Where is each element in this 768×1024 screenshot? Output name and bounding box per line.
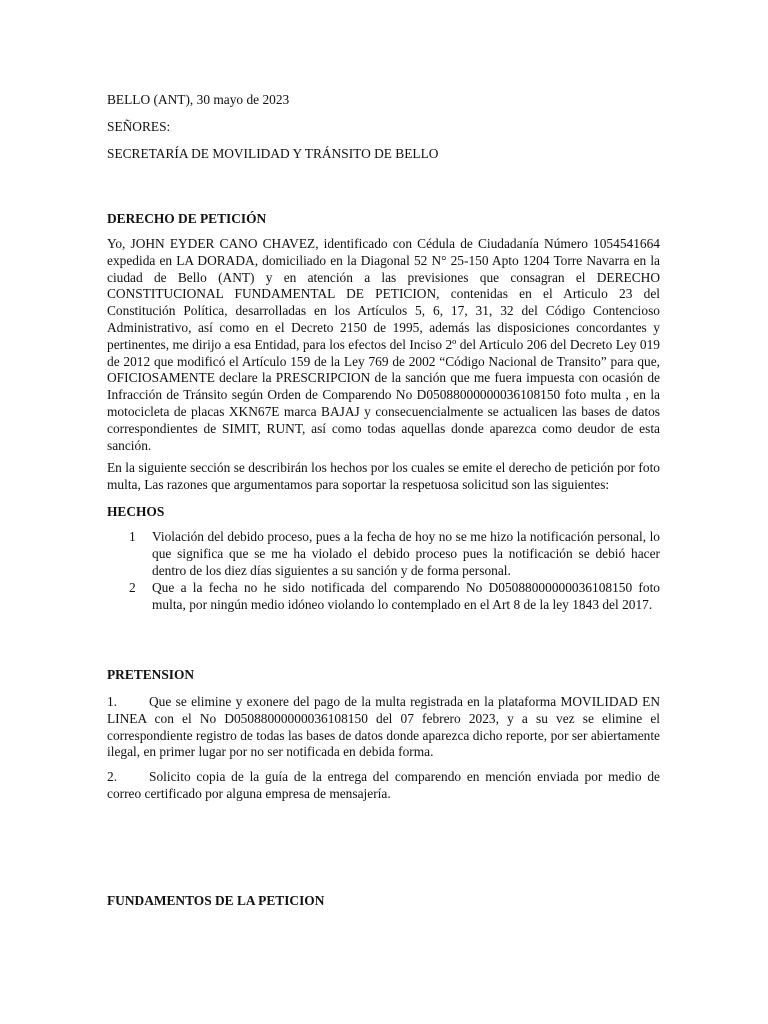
claim-text: Que se elimine y exonere del pago de la multa registrada en la plataforma MOVILIDAD EN LINEA con el No D05088000000036108150 del 07 febrero 2023, y a su vez se elimine el correspondiente registro de todas las bases de datos donde aparezca dicho reporte, por ser abiertamente ilegal, en primer lugar por no ser notificada en debida forma. [107, 694, 660, 760]
section-title-fundamentos: FUNDAMENTOS DE LA PETICION [107, 893, 325, 908]
fact-number: 2 [129, 580, 136, 595]
addressee: SECRETARÍA DE MOVILIDAD Y TRÁNSITO DE BELLO [107, 146, 439, 161]
salutation: SEÑORES: [107, 119, 171, 134]
facts-intro: En la siguiente sección se describirán los hechos por los cuales se emite el derecho de petición por foto multa, Las razones que argumentamos para soportar la respetuosa solicitud son las siguientes: [107, 460, 660, 492]
claim-number: 1. [107, 694, 118, 709]
section-title-pretension: PRETENSION [107, 667, 195, 682]
claim-item-1 [107, 694, 660, 761]
claim-text: Solicito copia de la guía de la entrega del comparendo en mención enviada por medio de correo certificado por alguna empresa de mensajería. [107, 769, 660, 801]
fact-number: 1 [129, 529, 136, 544]
place-date: BELLO (ANT), 30 mayo de 2023 [107, 92, 290, 107]
claim-number: 2. [107, 769, 118, 784]
fact-text: Que a la fecha no he sido notificada del comparendo No D05088000000036108150 foto multa, por ningún medio idóneo violando lo contemplado en el Art 8 de la ley 1843 del 2017. [152, 580, 660, 612]
section-title-derecho: DERECHO DE PETICIÓN [107, 211, 267, 226]
fact-text: Violación del debido proceso, pues a la fecha de hoy no se me hizo la notificación personal, lo que significa que se me ha violado el debido proceso pues la notificación se debió hacer dentro de los diez días siguientes a su sanción y de forma personal. [152, 529, 660, 578]
petition-body: Yo, JOHN EYDER CANO CHAVEZ, identificado con Cédula de Ciudadanía Número 1054541664 expedida en LA DORADA, domiciliado en la Diagonal 52 N° 25-150 Apto 1204 Torre Navarra en la ciudad de Bello (ANT) y en atención a las previsiones que consagran el DERECHO CONSTITUCIONAL FUNDAMENTAL DE PETICION, contenidas en el Articulo 23 del Constitución Política, desarrolladas en los Artículos 5, 6, 17, 31, 32 del Código Contencioso Administrativo, así como en el Decreto 2150 de 1995, además las disposiciones concordantes y pertinentes, me dirijo a esa Entidad, para los efectos del Inciso 2º del Articulo 206 del Decreto Ley 019 de 2012 que modificó el Artículo 159 de la Ley 769 de 2002 “Código Nacional de Transito” para que, OFICIOSAMENTE declare la PRESCRIPCION de la sanción que me fuera impuesta con ocasión de Infracción de Tránsito según Orden de Comparendo No D05088000000036108150 foto multa , en la motocicleta de placas XKN67E marca BAJAJ y consecuencialmente se actualicen las bases de datos correspondientes de SIMIT, RUNT, así como todas aquellas donde aparezca como deudor de esta sanción. [107, 236, 660, 453]
claim-item-2 [107, 769, 660, 803]
section-title-hechos: HECHOS [107, 504, 165, 519]
